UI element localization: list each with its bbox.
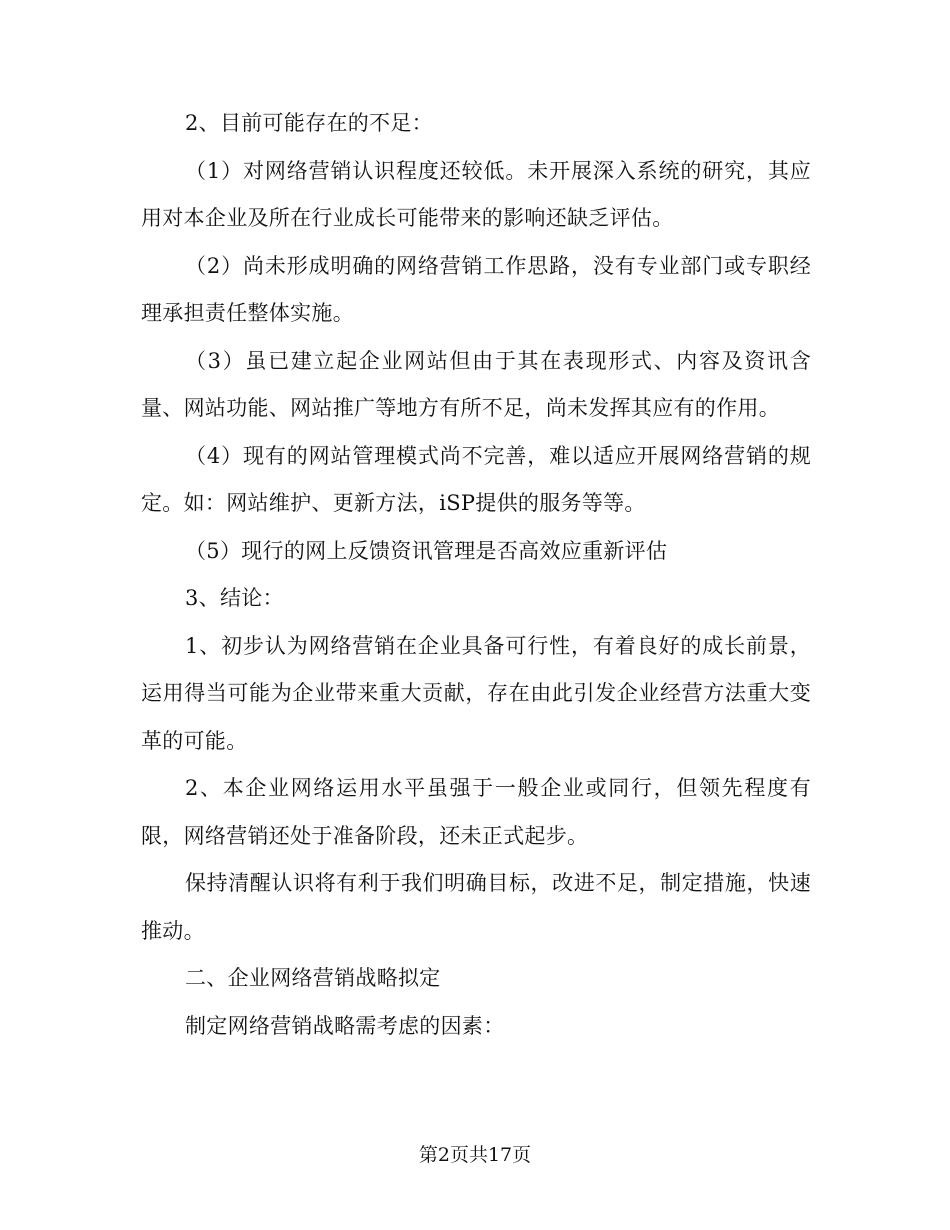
paragraph-shortcoming-4: （4）现有的网站管理模式尚不完善，难以适应开展网络营销的规定。如：网站维护、更新方法，iSP提供的服务等等。: [141, 443, 811, 515]
paragraph-conclusion-2: 2、本企业网络运用水平虽强于一般企业或同行，但领先程度有限，网络营销还处于准备阶段，还未正式起步。: [141, 776, 811, 848]
page-number-footer: 第2页共17页: [418, 1144, 532, 1166]
paragraph-shortcoming-2: （2）尚未形成明确的网络营销工作思路，没有专业部门或专职经理承担责任整体实施。: [141, 253, 811, 325]
document-body: [141, 100, 811, 1050]
paragraph-conclusion-1: 1、初步认为网络营销在企业具备可行性，有着良好的成长前景，运用得当可能为企业带来重大贡献，存在由此引发企业经营方法重大变革的可能。: [141, 633, 811, 753]
paragraph-summary: 保持清醒认识将有利于我们明确目标，改进不足，制定措施，快速推动。: [141, 871, 811, 943]
paragraph-shortcoming-3: （3）虽已建立起企业网站但由于其在表现形式、内容及资讯含量、网站功能、网站推广等地方有所不足，尚未发挥其应有的作用。: [141, 348, 811, 420]
paragraph-strategy-factors: 制定网络营销战略需考虑的因素：: [185, 1013, 505, 1038]
section-heading-strategy: 二、企业网络营销战略拟定: [185, 966, 441, 990]
paragraph-shortcoming-5: （5）现行的网上反馈资讯管理是否高效应重新评估: [185, 538, 668, 563]
paragraph-conclusion-heading: 3、结论：: [185, 586, 284, 610]
paragraph-shortcomings-heading: 2、目前可能存在的不足：: [185, 111, 433, 135]
paragraph-shortcoming-1: （1）对网络营销认识程度还较低。未开展深入系统的研究，其应用对本企业及所在行业成长可能带来的影响还缺乏评估。: [141, 158, 811, 230]
